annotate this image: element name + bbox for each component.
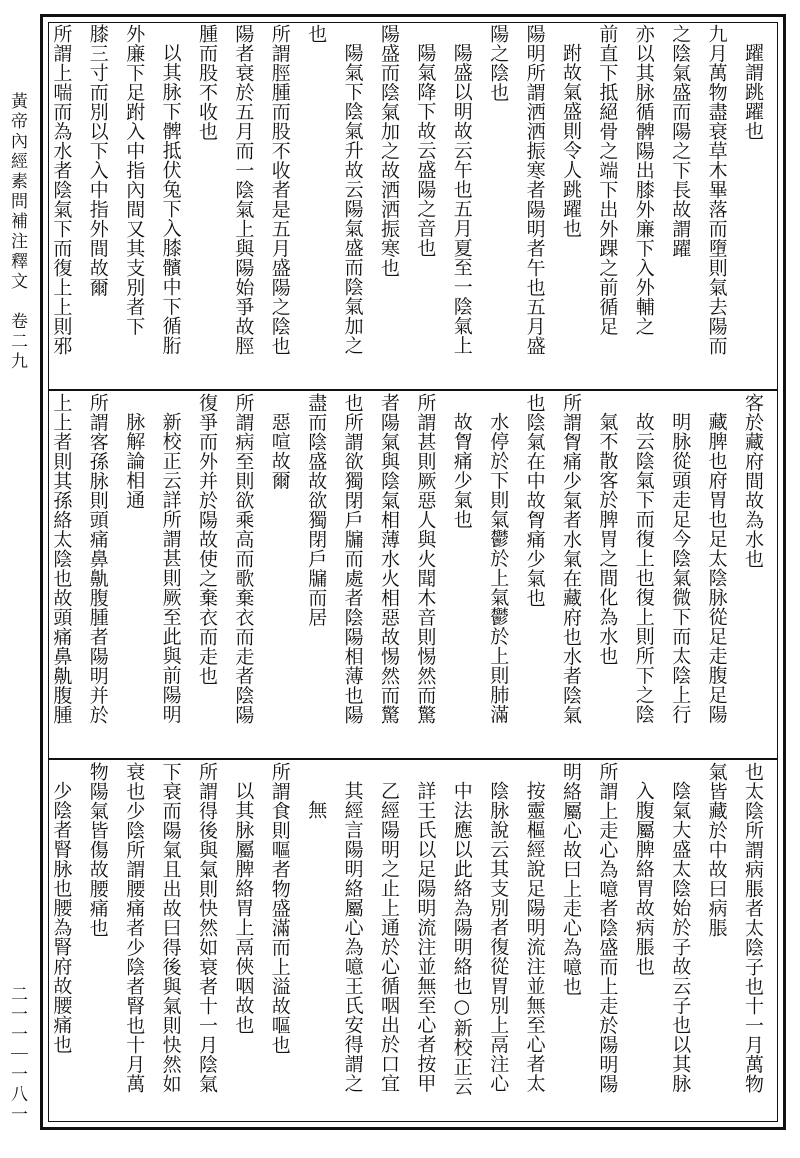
text-column: 復爭而外并於陽故使之棄衣而走也 [196,393,218,686]
text-column: 前直下抵絕骨之端下出外踝之前循足 [596,24,619,336]
text-column: 明絡屬心故曰上走心為噫也 [560,762,582,996]
text-column: 外廉下足跗入中指內間又其支別者下 [123,24,146,336]
text-column: 以其脉屬脾絡胃上鬲俠咽故也 [232,781,255,1035]
text-column: 所謂上喘而為水者陰氣下而復上上則邪 [50,24,73,356]
text-column: 氣皆藏於中故曰病脹 [705,762,728,938]
text-column: 水停於下則氣鬱於上氣鬱於上則肺滿 [487,412,510,724]
panel-divider [48,389,778,391]
text-column: 跗故氣盛則令人跳躍也 [560,43,582,238]
text-column: 以其脉下髀抵伏兔下入膝髕中下循胻 [159,43,182,355]
panel-divider [48,758,778,760]
text-column: 故胷痛少氣也 [450,412,473,529]
text-column: 入腹屬脾絡胃故病脹也 [632,781,655,976]
text-column: 所謂得後與氣則快然如衰者十一月陰氣 [196,762,218,1094]
text-column: 陽盛而陰氣加之故洒洒振寒也 [378,24,400,278]
text-column: 所謂脛腫而股不收者是五月盛陽之陰也 [268,24,291,356]
text-column: 物陽氣皆傷故腰痛也 [86,762,109,938]
text-column: 客於藏府間故為水也 [742,393,764,569]
text-column: 所謂甚則厥惡人與火聞木音則惕然而驚 [414,393,437,725]
text-column: 腫而股不收也 [196,24,218,141]
text-column: 衰也少陰所謂腰痛者少陰者腎也十月萬 [123,762,146,1094]
text-panel-upper [48,24,778,386]
text-column: 少陰者腎脉也腰為腎府故腰痛也 [50,781,73,1054]
text-column: 者陽氣與陰氣相薄水火相惡故惕然而驚 [378,393,400,725]
text-column: 明脉從頭走足今陰氣微下而太陰上行 [669,412,692,724]
text-column: 下衰而陽氣且出故曰得後與氣則快然如 [159,762,182,1094]
text-column: 亦以其脉循髀陽出膝外廉下入外輔之 [632,24,655,336]
text-panel-middle [48,393,778,755]
text-column: 氣不散客於脾胃之間化為水也 [596,412,619,666]
text-column: 所謂客孫脉則頭痛鼻鼽腹腫者陽明并於 [86,393,109,725]
text-column: 九月萬物盡衰草木畢落而墮則氣去陽而 [705,24,728,356]
text-column: 陽者衰於五月而一陰氣上與陽始爭故脛 [232,24,255,356]
text-column: 陽明所謂洒洒振寒者陽明者午也五月盛 [523,24,546,356]
text-column: 脉解論相通 [123,412,146,510]
text-column: 乙經陽明之止上通於心循咽出於口宜 [378,781,400,1093]
text-column: 上上者則其孫絡太陰也故頭痛鼻鼽腹腫 [50,393,73,725]
text-column: 所謂病至則欲乘高而歌棄衣而走者陰陽 [232,393,255,725]
text-column: 中法應以此絡為陽明絡也○新校正云 [450,781,473,1096]
text-column: 藏脾也府胃也足太陰脉從足走腹足陽 [705,412,728,724]
text-column: 膝三寸而別以下入中指外間故爾 [86,24,109,297]
book-title-margin: 黃帝內經素問補注釋文 卷二九 [7,92,27,372]
page-number-margin: 二一一｜一八一 [7,985,27,1125]
text-column: 所謂胷痛少氣者水氣在藏府也水者陰氣 [560,393,582,725]
text-column: 詳王氏以足陽明流注並無至心者按甲 [414,781,437,1093]
text-column: 故云陰氣下而復上也復上則所下之陰 [632,412,655,724]
text-column: 惡喧故爾 [268,412,291,490]
text-column: 陽氣降下故云盛陽之音也 [414,43,437,258]
text-column: 躍謂跳躍也 [742,43,764,141]
text-column: 按靈樞經說足陽明流注並無至心者太 [523,781,546,1093]
text-column: 所謂上走心為噫者陰盛而上走於陽明陽 [596,762,619,1094]
text-column: 陰氣大盛太陰始於子故云子也以其脉 [669,781,692,1093]
text-column: 盡而陰盛故欲獨閉戶牖而居 [305,393,328,627]
text-column: 之陰氣盛而陽之下長故謂躍 [669,24,692,258]
text-column: 其經言陽明絡屬心為噫王氏安得謂之 [341,781,364,1093]
text-column: 陽盛以明故云午也五月夏至一陰氣上 [450,43,473,355]
text-column: 也太陰所謂病脹者太陰子也十一月萬物 [742,762,764,1094]
text-column: 也 [305,24,328,44]
text-column: 所謂食則嘔者物盛滿而上溢故嘔也 [268,762,291,1055]
text-column: 陰脉說云其支別者復從胃別上鬲注心 [487,781,510,1093]
text-column: 也陰氣在中故胷痛少氣也 [523,393,546,608]
text-column: 陽之陰也 [487,24,510,102]
text-column: 新校正云詳所謂甚則厥至此與前陽明 [159,412,182,724]
text-column: 也所謂欲獨閉戶牖而處者陰陽相薄也陽 [341,393,364,725]
text-column: 陽氣下陰氣升故云陽氣盛而陰氣加之 [341,43,364,355]
text-column: 無 [305,800,328,820]
text-panel-lower [48,762,778,1120]
